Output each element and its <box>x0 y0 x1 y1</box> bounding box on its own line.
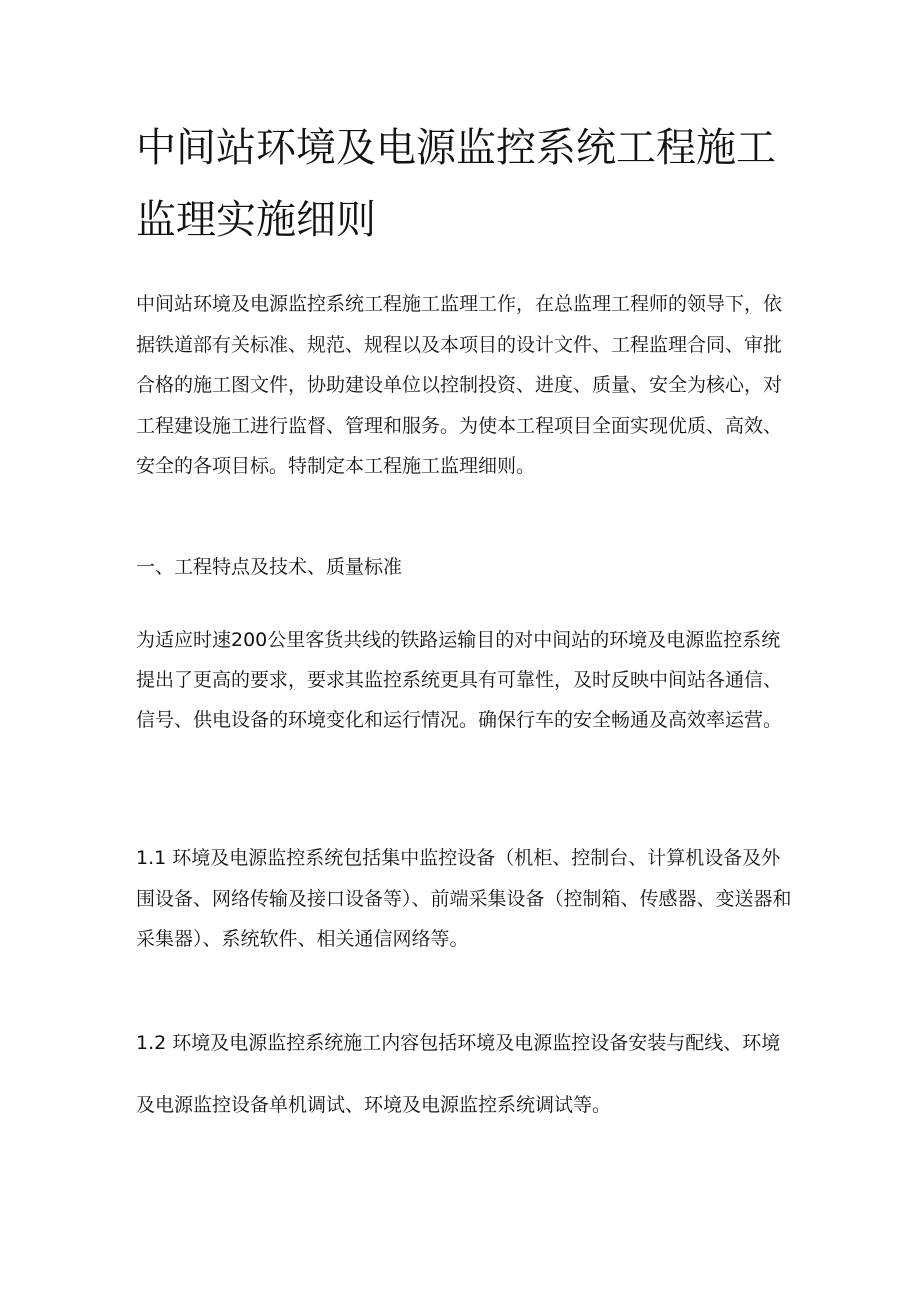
section-heading: 一、工程特点及技术、质量标准 <box>136 556 403 578</box>
intro-paragraph: 中间站环境及电源监控系统工程施工监理工作，在总监理工程师的领导下，依据铁道部有关标准、规范、规程以及本项目的设计文件、工程监理合同、审批合格的施工图文件，协助建设单位以控制投资、进度、质量、安全为核心，对工程建设施工进行监督、管理和服务。为使本工程项目全面实现优质、高效、安全的各项目标。特制定本工程施工监理细则。 <box>136 293 783 477</box>
item-1-2-paragraph: 1.2 环境及电源监控系统施工内容包括环境及电源监控设备安装与配线、环境及电源监控设备单机调试、环境及电源监控系统调试等。 <box>136 1032 781 1116</box>
document-title: 中间站环境及电源监控系统工程施工监理实施细则 <box>136 125 776 243</box>
item-1-1-paragraph: 1.1 环境及电源监控系统包括集中监控设备（机柜、控制台、计算机设备及外围设备、网络传输及接口设备等）、前端采集设备（控制箱、传感器、变送器和采集器）、系统软件、相关通信网络等。 <box>136 847 792 950</box>
section-body-paragraph: 为适应时速200公里客货共线的铁路运输目的对中间站的环境及电源监控系统提出了更高的要求，要求其监控系统更具有可靠性，及时反映中间站各通信、信号、供电设备的环境变化和运行情况。确保行车的安全畅通及高效率运营。 <box>136 629 783 731</box>
